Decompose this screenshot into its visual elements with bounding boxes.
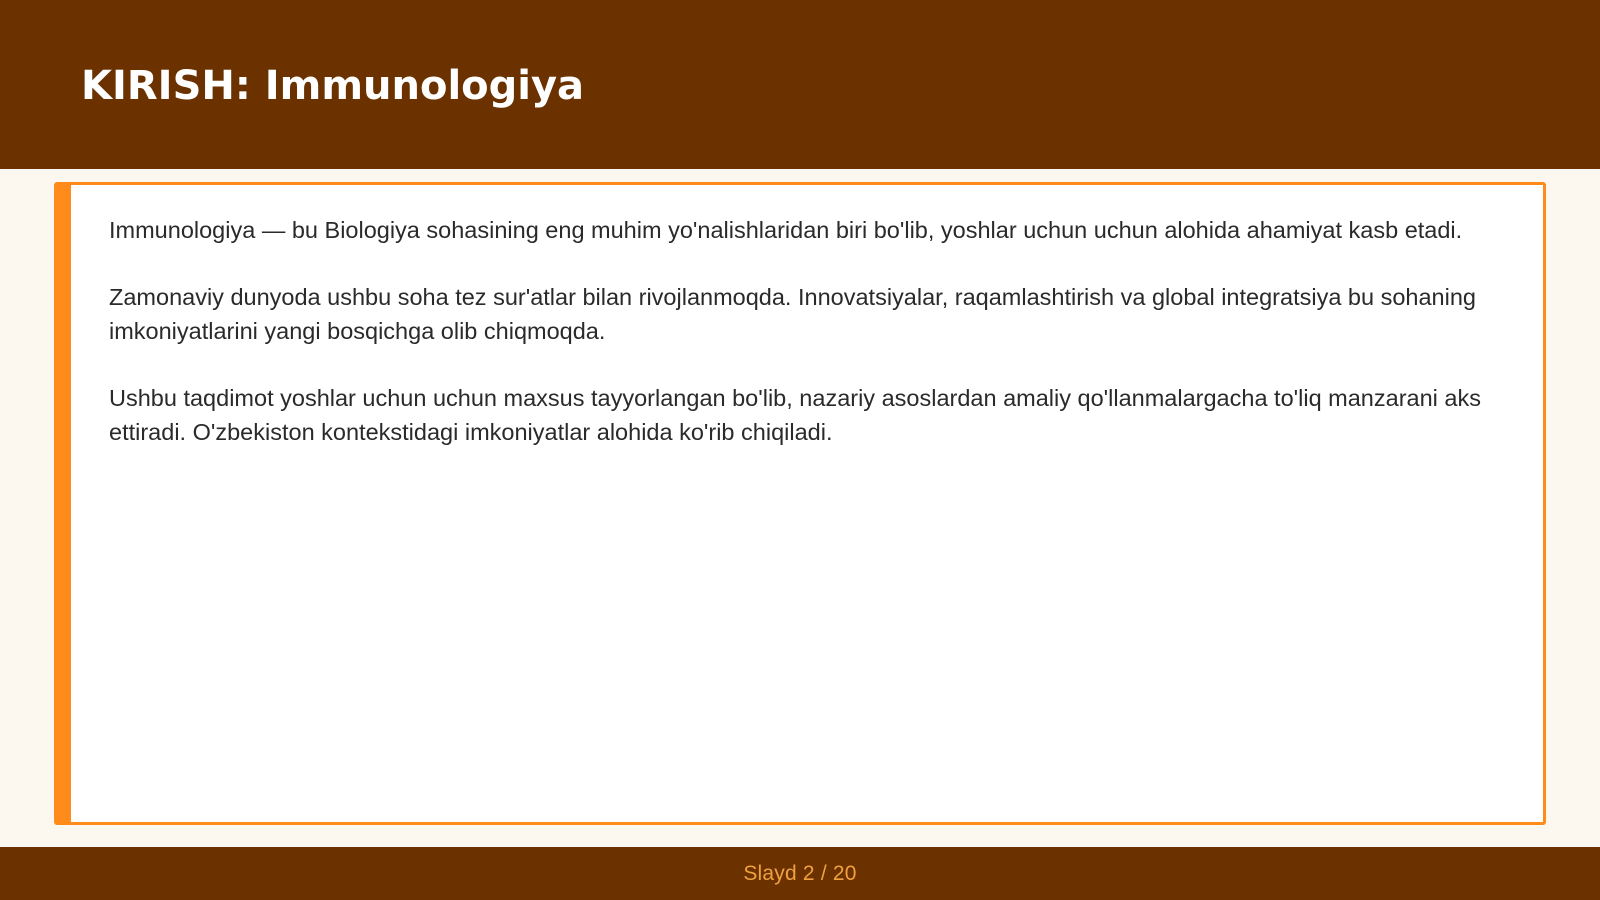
content-text bbox=[109, 213, 1509, 482]
slide-counter: Slayd 2 / 20 bbox=[743, 861, 857, 885]
slide-header bbox=[0, 0, 1600, 169]
slide-footer bbox=[0, 847, 1600, 900]
paragraph-intro: Immunologiya — bu Biologiya sohasining eng muhim yo'nalishlaridan biri bo'lib, yoshlar uchun uchun alohida ahamiyat kasb etadi. bbox=[109, 217, 1463, 243]
paragraph-presentation-scope: Ushbu taqdimot yoshlar uchun uchun maxsus tayyorlangan bo'lib, nazariy asoslardan amaliy qo'llanmalargacha to'liq manzarani aks ettiradi. O'zbekiston kontekstidagi imkoniyatlar alohida ko'rib chiqiladi. bbox=[109, 385, 1481, 445]
slide-title: KIRISH: Immunologiya bbox=[81, 63, 585, 109]
paragraph-modern-world: Zamonaviy dunyoda ushbu soha tez sur'atlar bilan rivojlanmoqda. Innovatsiyalar, raqamlashtirish va global integratsiya bu sohaning imkoniyatlarini yangi bosqichga olib chiqmoqda. bbox=[109, 284, 1476, 344]
content-box bbox=[54, 182, 1546, 825]
